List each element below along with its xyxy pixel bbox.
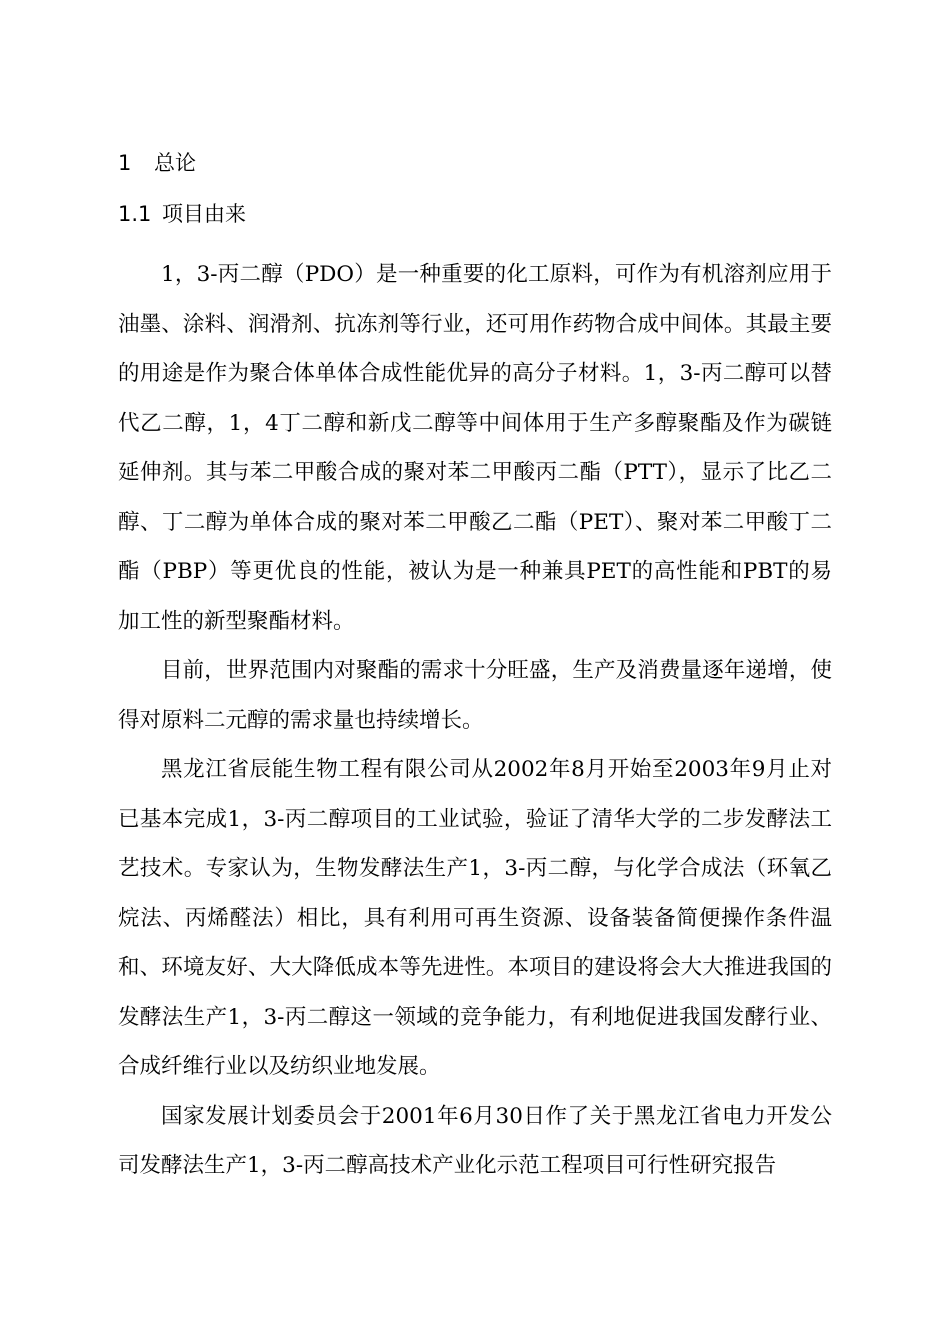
section-number: 1	[118, 151, 132, 175]
subsection-heading	[118, 200, 246, 228]
section-title: 总论	[154, 151, 196, 175]
paragraph-approval: 国家发展计划委员会于2001年6月30日作了关于黑龙江省电力开发公司发酵法生产1，3-丙二醇高技术产业化示范工程项目可行性研究报告	[118, 1103, 832, 1178]
paragraph-company-trial: 黑龙江省辰能生物工程有限公司从2002年8月开始至2003年9月止对已基本完成1，3-丙二醇项目的工业试验，验证了清华大学的二步发酵法工艺技术。专家认为，生物发酵法生产1，3-丙二醇，与化学合成法（环氧乙烷法、丙烯醛法）相比，具有利用可再生资源、设备装备简便操作条件温和、环境友好、大大降低成本等先进性。本项目的建设将会大大推进我国的发酵法生产1，3-丙二醇这一领域的竞争能力，有利地促进我国发酵行业、合成纤维行业以及纺织业地发展。	[118, 757, 832, 1079]
subsection-title: 项目由来	[162, 202, 246, 226]
paragraph-market-demand: 目前，世界范围内对聚酯的需求十分旺盛，生产及消费量逐年递增，使得对原料二元醇的需求量也持续增长。	[118, 658, 832, 733]
document-body	[118, 250, 832, 1191]
paragraph-pdo-overview: 1，3-丙二醇（PDO）是一种重要的化工原料，可作为有机溶剂应用于油墨、涂料、润滑剂、抗冻剂等行业，还可用作药物合成中间体。其最主要的用途是作为聚合体单体合成性能优异的高分子材料。1，3-丙二醇可以替代乙二醇，1，4丁二醇和新戊二醇等中间体用于生产多醇聚酯及作为碳链延伸剂。其与苯二甲酸合成的聚对苯二甲酸丙二酯（PTT），显示了比乙二醇、丁二醇为单体合成的聚对苯二甲酸乙二酯（PET）、聚对苯二甲酸丁二酯（PBP）等更优良的性能，被认为是一种兼具PET的高性能和PBT的易加工性的新型聚酯材料。	[118, 262, 832, 634]
section-heading	[118, 149, 196, 177]
subsection-number: 1.1	[118, 202, 152, 226]
